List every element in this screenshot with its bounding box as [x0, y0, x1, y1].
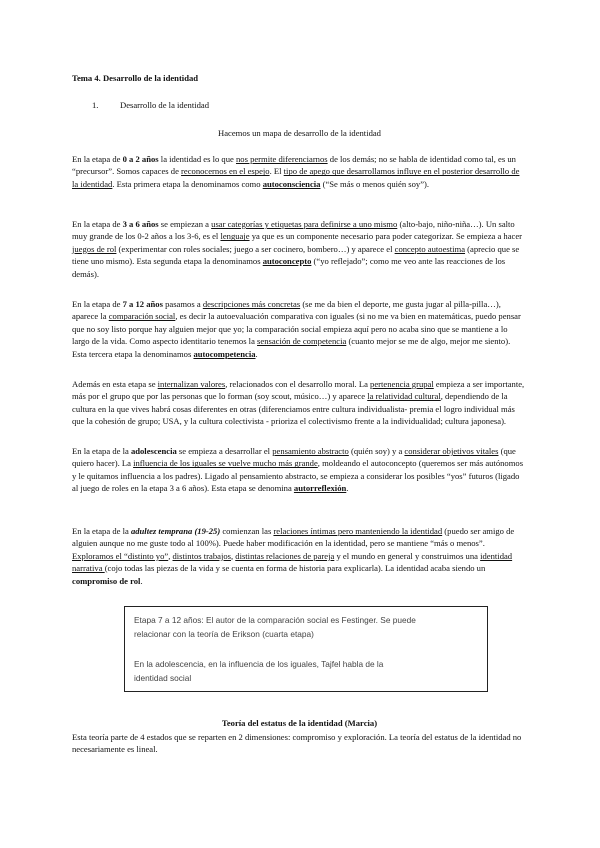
key-concept: la relatividad cultural — [367, 391, 441, 402]
text-run: (se me da bien el deporte, me gusta jugar al pilla-pilla…), aparece la — [72, 299, 501, 322]
text-run: comienzan las — [220, 526, 274, 536]
key-concept: comparación social — [108, 311, 176, 322]
text-run: empieza a ser importante, más por el grupo que por las personas que lo forman (soy scout, músico…) y aparece — [72, 379, 525, 402]
key-concept: relaciones íntimas pero manteniendo la identidad — [273, 526, 443, 536]
text-run: En la etapa de — [72, 154, 123, 164]
text-run: En la etapa de — [72, 299, 123, 309]
stage-name: compromiso de rol — [72, 575, 141, 586]
key-concept: pertenencia grupal — [370, 379, 434, 389]
stage-name: autocompetencia — [193, 348, 256, 359]
topic-title: Tema 4. Desarrollo de la identidad — [72, 73, 199, 83]
marcia-section-title: Teoría del estatus de la identidad (Marcia) — [221, 718, 378, 728]
paragraph-stage-7-12 — [72, 298, 527, 360]
text-run: (“Se más o menos quién soy”). — [320, 178, 430, 189]
text-run: (cojo todas las piezas de la vida y se cuenta en forma de historia para explicarla). La identidad acaba siendo un — [104, 563, 486, 574]
key-concept: identidad narrativa — [72, 550, 513, 574]
text-run: pasamos a — [162, 299, 203, 309]
key-concept: influencia de los iguales se vuelve mucho más grande — [133, 458, 318, 469]
text-run: (puedo ser amigo de alguien aunque no me guste todo al 100%). Puede haber modificación en la identidad, pero se mantiene “más o menos”. — [72, 526, 515, 549]
text-run: la identidad es lo que — [158, 154, 236, 164]
section-title: Desarrollo de la identidad — [120, 100, 210, 110]
age-range-term: 0 a 2 años — [122, 154, 159, 164]
section-heading — [72, 99, 527, 111]
text-run: En la etapa de — [72, 219, 123, 229]
text-run: En la etapa de la — [72, 526, 131, 536]
text-run: . — [346, 483, 349, 494]
text-run: (quién soy) y a — [348, 446, 405, 456]
age-range-term: adultez temprana (19-25) — [130, 526, 221, 536]
note-line: identidad social — [134, 673, 192, 683]
key-concept: distintas relaciones de pareja — [235, 550, 335, 561]
paragraph-early-adulthood — [72, 525, 527, 587]
text-run: . — [255, 348, 258, 359]
note-line: Etapa 7 a 12 años: El autor de la comparación social es Festinger. Se puede — [134, 615, 416, 625]
text-run: , dependiendo de la cultura en la que vives habrá cosas diferentes en otras (diferenciamos entre cultura individualista- premia el logro individual más que la cohesión de grupo; USA, y la cultura colectivista - prioriza el colectivismo frente a la individualidad; cultura japonesa). — [72, 391, 515, 427]
paragraph-stage-3-6 — [72, 218, 527, 280]
note-line: relacionar con la teoría de Erikson (cuarta etapa) — [134, 629, 314, 639]
key-concept: considerar objetivos vitales — [404, 446, 499, 456]
text-run: , relacionados con el desarrollo moral. La — [225, 379, 371, 389]
text-run: (que quiero hacer). La — [72, 446, 516, 469]
text-run: . El — [269, 166, 284, 177]
stage-name: autoconsciencia — [262, 178, 321, 189]
key-concept: sensación de competencia — [257, 336, 347, 347]
age-range-term: 7 a 12 años — [122, 299, 163, 309]
text-run: , — [230, 550, 236, 561]
key-concept: reconocernos en el espejo — [181, 166, 270, 177]
text-run: (cuanto mejor se me de algo, mejor me siento). Esta tercera etapa la denominamos — [72, 336, 511, 359]
text-run: Además en esta etapa se — [72, 379, 158, 389]
text-run: ya que es un componente necesario para poder categorizar. Se empieza a hacer — [249, 231, 523, 242]
age-range-term: 3 a 6 años — [122, 219, 159, 229]
key-concept: usar categorías y etiquetas para definirse a uno mismo — [211, 219, 398, 229]
text-run: , moldeando el autoconcepto (queremos ser más autónomos y le quitamos influencia a los padres). Ligado al pensamiento abstracto, se empieza a considerar los posibles “yos” futuros (ligado al juego de roles en la etapa 3 a 6 años). Esta etapa se denomina — [72, 458, 524, 494]
key-concept: distintos trabajos — [172, 550, 231, 561]
text-run: , — [168, 550, 173, 561]
text-run: se empieza a desarrollar el — [176, 446, 273, 456]
paragraph-adolescence — [72, 445, 527, 495]
age-range-term: adolescencia — [130, 446, 177, 456]
paragraph-stage-0-2 — [72, 153, 527, 190]
text-run: , es decir la autoevaluación comparativa con iguales (si no me va bien en matemáticas, puedo pensar que no soy listo porque hay alguien mejor que yo; la comparación social empieza aquí pero no acaba sino que se mantiene a lo largo de la vida. Como aspecto identitario tenemos la — [72, 311, 521, 347]
paragraph-values — [72, 378, 527, 428]
text-run: . — [140, 575, 143, 586]
text-run: de los demás; no se habla de identidad como tal, es un “precursor”. Somos capaces de — [72, 154, 516, 177]
key-concept: nos permite diferenciarnos — [235, 154, 328, 164]
key-concept: juegos de rol — [72, 243, 117, 254]
text-run: . Esta primera etapa la denominamos como — [112, 178, 263, 189]
section-number: 1. — [92, 100, 99, 110]
key-concept: lenguaje — [220, 231, 250, 242]
map-heading: Hacemos un mapa de desarrollo de la identidad — [218, 128, 381, 138]
text-run: (alto-bajo, niño-niña…). Un salto muy grande de los 0-2 años a los 3-6, es el — [72, 219, 515, 242]
text-run: y el mundo en general y construimos una — [334, 550, 481, 561]
text-run: En la etapa de la — [72, 446, 131, 456]
stage-name: autorreflexión — [293, 483, 347, 494]
key-concept: Exploramos el “distinto yo” — [72, 550, 169, 561]
key-concept: descripciones más concretas — [202, 299, 301, 309]
text-run: (experimentar con roles sociales; juego a ser cocinero, bombero…) y aparece el — [116, 243, 395, 254]
text-run: (“yo reflejado”; como me veo ante las reacciones de los demás). — [72, 256, 506, 279]
marcia-paragraph: Esta teoría parte de 4 estados que se reparten en 2 dimensiones: compromiso y exploración. La teoría del estatus de la identidad no necesariamente es lineal. — [72, 732, 522, 755]
key-concept: internalizan valores — [157, 379, 226, 389]
note-line: En la adolescencia, en la influencia de los iguales, Tajfel habla de la — [134, 659, 384, 669]
stage-name: autoconcepto — [262, 256, 312, 267]
text-run: (aprecio que se tiene uno mismo). Esta segunda etapa la denominamos — [72, 243, 520, 267]
text-run: se empiezan a — [158, 219, 212, 229]
key-concept: pensamiento abstracto — [272, 446, 349, 456]
key-concept: concepto autoestima — [394, 243, 466, 254]
key-concept: tipo de apego que desarrollamos influye en el posterior desarrollo de la identidad — [72, 166, 520, 189]
